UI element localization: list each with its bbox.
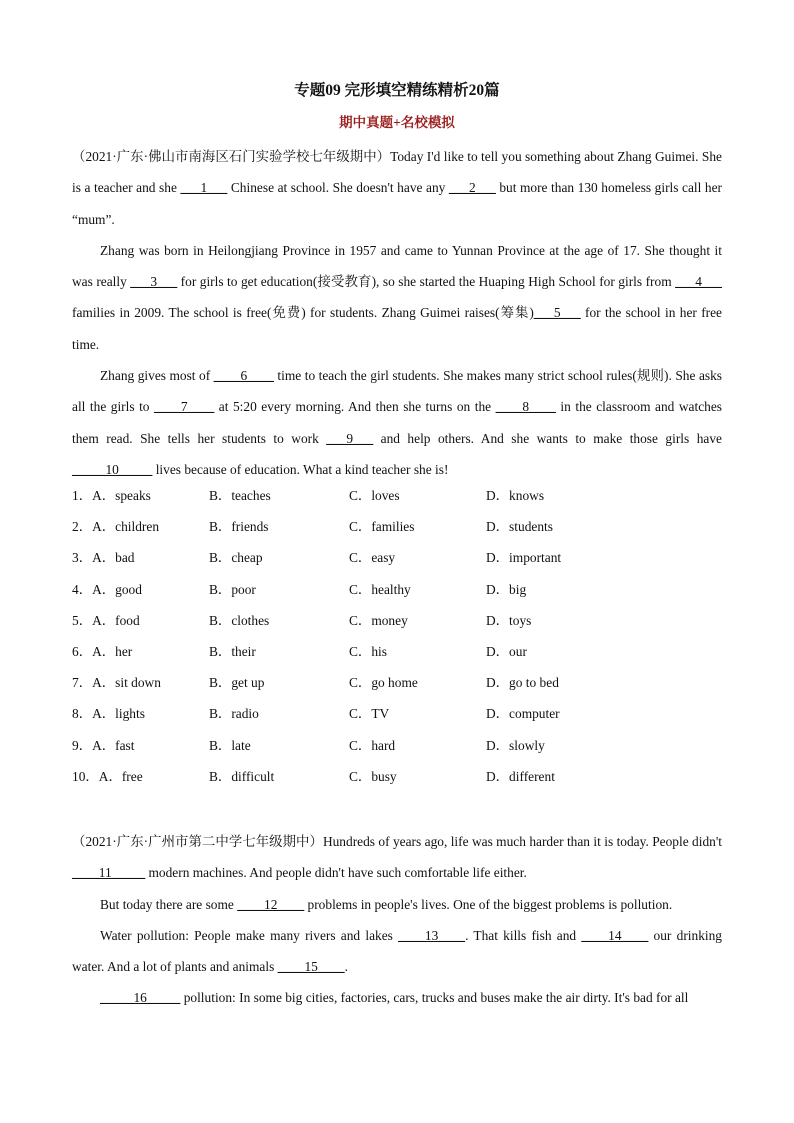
passage-2-paragraph-3: [72, 920, 722, 983]
option-a: 9．A．fast: [72, 737, 135, 753]
option-c: C．hard: [349, 737, 396, 753]
passage-1-paragraph-1: [72, 141, 722, 235]
text: but more than 130 homeless girls call her “mum”.: [72, 180, 722, 227]
text: Water pollution: People make many rivers and lakes: [100, 927, 399, 943]
blank-7: ____7____: [154, 399, 215, 415]
text: at 5:20 every morning. And then she turns on the: [214, 399, 496, 415]
cloze-passage-2: [72, 826, 722, 1014]
text: time to teach the girl students. She makes many strict school rules(规则). She asks all the girls to: [72, 368, 723, 415]
option-a: 2．A．children: [72, 519, 160, 535]
option-row-5: [72, 605, 722, 636]
option-d: D．our: [486, 643, 527, 659]
option-b: B．radio: [209, 706, 259, 722]
option-row-4: [72, 574, 722, 605]
passage-1-paragraph-3: [72, 360, 722, 485]
option-b: B．get up: [209, 675, 265, 691]
option-a: 5．A．food: [72, 612, 140, 628]
blank-14: ____14____: [581, 927, 649, 943]
text: But today there are some: [100, 896, 238, 912]
option-b: B．late: [209, 737, 251, 753]
blank-5: ___5___: [533, 305, 581, 321]
passage-2-paragraph-4: [72, 982, 722, 1013]
text: in the classroom and watches them read. She tells her students to work: [72, 399, 723, 446]
option-row-2: [72, 511, 722, 542]
option-row-8: [72, 698, 722, 729]
option-b: B．cheap: [209, 550, 263, 566]
option-row-1: [72, 480, 722, 511]
text: pollution: In some big cities, factories, cars, trucks and buses make the air dirty. It's bad for all: [180, 990, 689, 1006]
text: and help others. And she wants to make those girls have: [373, 430, 722, 446]
option-c: C．his: [349, 643, 387, 659]
passage-1-paragraph-2: [72, 235, 722, 360]
option-row-7: [72, 667, 722, 698]
option-d: D．big: [486, 581, 527, 597]
text: lives because of education. What a kind teacher she is!: [152, 461, 449, 477]
blank-16: _____16_____: [100, 990, 181, 1006]
text: families in 2009. The school is free(免费) for students. Zhang Guimei raises(筹集): [72, 305, 534, 321]
blank-4: ___4___: [675, 274, 722, 290]
text: .: [344, 959, 348, 975]
option-row-10: [72, 761, 722, 792]
option-c: C．families: [349, 519, 415, 535]
option-c: C．healthy: [349, 581, 411, 597]
option-c: C．loves: [349, 488, 400, 503]
option-c: C．easy: [349, 550, 396, 566]
option-d: D．toys: [486, 612, 532, 628]
text: （2021·广东·佛山市南海区石门实验学校七年级期中）Today I'd like to tell you something about Zhang Guimei. She is a teacher and she: [72, 149, 722, 196]
blank-12: ____12____: [237, 896, 305, 912]
option-b: B．friends: [209, 519, 269, 535]
blank-9: ___9___: [326, 430, 374, 446]
option-d: D．slowly: [486, 737, 545, 753]
option-a: 6．A．her: [72, 643, 133, 659]
option-a: 8．A．lights: [72, 706, 145, 722]
option-c: C．go home: [349, 675, 418, 691]
blank-1: ___1___: [180, 180, 228, 196]
text: for girls to get education(接受教育), so she started the Huaping High School for girls from: [177, 274, 676, 290]
text: Zhang gives most of: [100, 368, 214, 384]
option-a: 7．A．sit down: [72, 675, 161, 691]
text: our drinking water. And a lot of plants and animals: [72, 927, 723, 975]
blank-6: ____6____: [213, 368, 274, 384]
blank-2: ___2___: [448, 180, 496, 196]
option-d: D．students: [486, 519, 553, 535]
option-a: 10．A．free: [72, 768, 143, 784]
answer-options: [72, 480, 722, 792]
option-a: 3．A．bad: [72, 550, 135, 566]
option-b: B．their: [209, 643, 256, 659]
text: . That kills fish and: [465, 927, 582, 943]
option-b: B．teaches: [209, 488, 271, 503]
option-a: 1．A．speaks: [72, 488, 151, 503]
option-d: D．computer: [486, 706, 560, 722]
text: Zhang was born in Heilongjiang Province in 1957 and came to Yunnan Province at the age of 17. She thought it was really: [72, 242, 722, 290]
passage-2-paragraph-2: [72, 889, 722, 920]
option-b: B．clothes: [209, 612, 270, 628]
blank-8: ____8____: [495, 399, 556, 415]
blank-10: _____10_____: [72, 461, 153, 477]
option-d: D．different: [486, 768, 555, 784]
option-c: C．money: [349, 612, 408, 628]
blank-13: ____13____: [398, 927, 466, 943]
text: problems in people's lives. One of the biggest problems is pollution.: [304, 896, 673, 912]
option-c: C．TV: [349, 706, 390, 722]
option-d: D．important: [486, 550, 562, 566]
option-row-3: [72, 542, 722, 573]
cloze-passage-1: [72, 141, 722, 485]
option-c: C．busy: [349, 768, 397, 784]
text: for the school in her free time.: [72, 305, 722, 352]
blank-15: ____15____: [277, 959, 345, 975]
option-row-9: [72, 730, 722, 761]
option-b: B．difficult: [209, 768, 275, 784]
option-a: 4．A．good: [72, 581, 142, 597]
text: Chinese at school. She doesn't have any: [227, 180, 449, 196]
text: modern machines. And people didn't have such comfortable life either.: [145, 865, 527, 881]
document-title: 专题09 完形填空精练精析20篇: [294, 82, 500, 99]
option-row-6: [72, 636, 722, 667]
document-subtitle: 期中真题+名校模拟: [339, 115, 455, 130]
text: （2021·广东·广州市第二中学七年级期中）Hundreds of years ago, life was much harder than it is today. People didn't: [72, 834, 722, 849]
blank-11: ____11_____: [72, 865, 146, 881]
option-b: B．poor: [209, 581, 256, 597]
option-d: D．go to bed: [486, 675, 559, 691]
blank-3: ___3___: [130, 274, 178, 290]
option-d: D．knows: [486, 488, 545, 503]
passage-2-paragraph-1: [72, 826, 722, 889]
